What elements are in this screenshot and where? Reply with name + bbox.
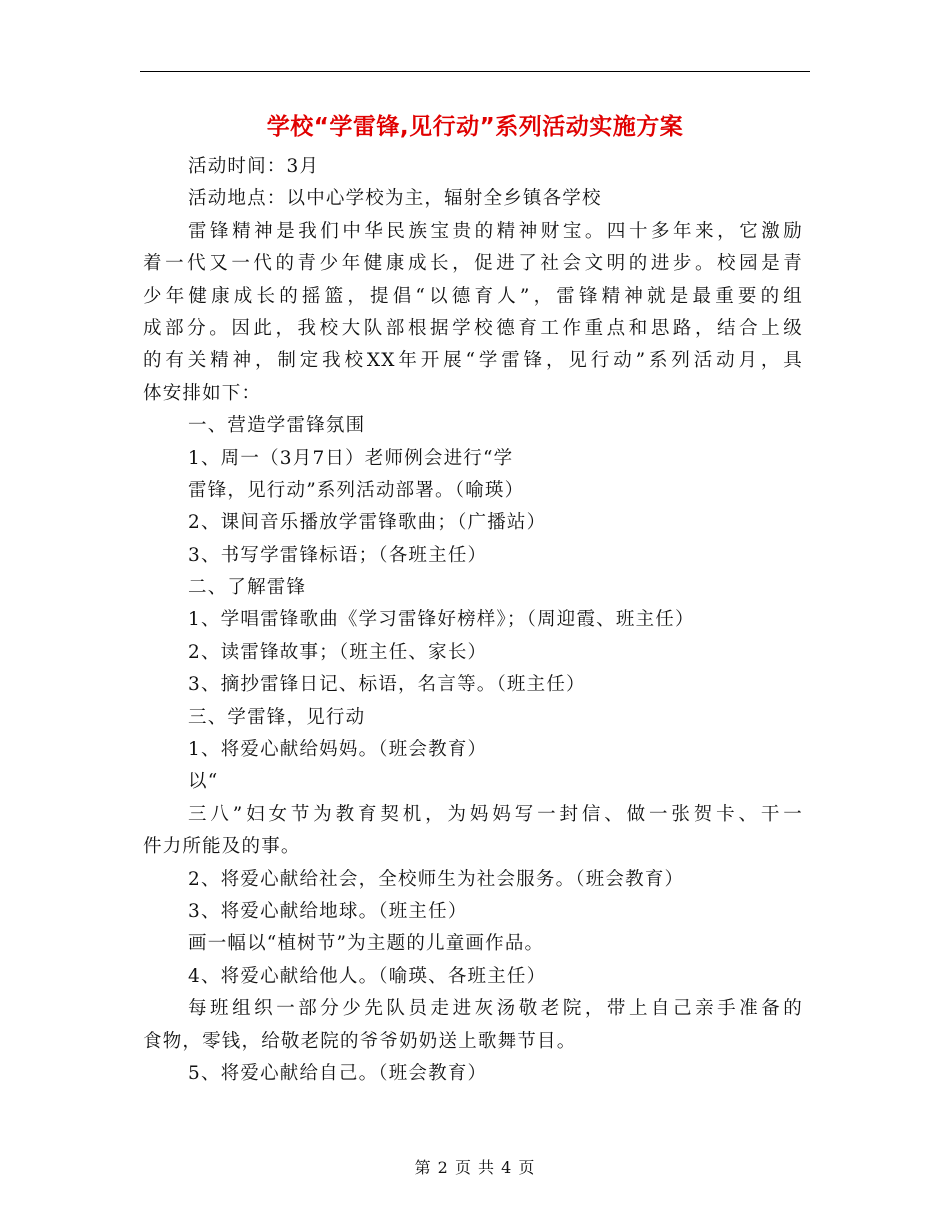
text-line: 1、学唱雷锋歌曲《学习雷锋好榜样》；（周迎霞、班主任） bbox=[188, 609, 695, 631]
document-title: 学校“学雷锋,见行动”系列活动实施方案 bbox=[266, 114, 684, 140]
text-line: 3、书写学雷锋标语；（各班主任） bbox=[188, 544, 488, 566]
text-line: 一、营造学雷锋氛围 bbox=[188, 415, 366, 437]
page-footer: 第 2 页 共 4 页 bbox=[414, 1158, 536, 1177]
text-line: 1、将爱心献给妈妈。（班会教育） bbox=[188, 739, 488, 761]
text-line: 活动地点：以中心学校为主，辐射全乡镇各学校 bbox=[188, 188, 602, 210]
text-line: 2、将爱心献给社会，全校师生为社会服务。（班会教育） bbox=[188, 868, 685, 890]
text-line: 的有关精神，制定我校XX年开展“学雷锋，见行动”系列活动月，具 bbox=[143, 350, 803, 372]
text-line: 画一幅以“植树节”为主题的儿童画作品。 bbox=[188, 933, 545, 955]
text-line: 雷锋精神是我们中华民族宝贵的精神财宝。四十多年来，它激励 bbox=[188, 220, 803, 242]
text-line: 活动时间：3月 bbox=[188, 156, 320, 177]
text-line: 体安排如下： bbox=[143, 382, 262, 404]
header-rule bbox=[140, 71, 810, 72]
text-line: 成部分。因此，我校大队部根据学校德育工作重点和思路，结合上级 bbox=[143, 317, 803, 339]
text-line: 2、读雷锋故事；（班主任、家长） bbox=[188, 641, 488, 663]
text-line: 雷锋，见行动”系列活动部署。（喻瑛） bbox=[188, 479, 525, 501]
text-line: 少年健康成长的摇篮，提倡“以德育人”，雷锋精神就是最重要的组 bbox=[143, 285, 803, 307]
text-line: 食物，零钱，给敬老院的爷爷奶奶送上歌舞节目。 bbox=[143, 1030, 577, 1052]
text-line: 4、将爱心献给他人。（喻瑛、各班主任） bbox=[188, 965, 547, 987]
text-line: 二、了解雷锋 bbox=[188, 577, 307, 599]
text-line: 件力所能及的事。 bbox=[143, 836, 301, 858]
text-line: 每班组织一部分少先队员走进灰汤敬老院，带上自己亲手准备的 bbox=[188, 998, 803, 1020]
text-line: 以“ bbox=[188, 771, 219, 793]
text-line: 3、将爱心献给地球。（班主任） bbox=[188, 900, 468, 922]
text-line: 三、学雷锋，见行动 bbox=[188, 706, 366, 728]
text-line: 5、将爱心献给自己。（班会教育） bbox=[188, 1062, 488, 1084]
text-line: 着一代又一代的青少年健康成长，促进了社会文明的进步。校园是青 bbox=[143, 253, 803, 275]
text-line: 三八”妇女节为教育契机，为妈妈写一封信、做一张贺卡、干一 bbox=[188, 803, 803, 825]
document-body bbox=[143, 151, 803, 1090]
text-line: 2、课间音乐播放学雷锋歌曲；（广播站） bbox=[188, 512, 547, 534]
text-line: 1、周一（3月7日）老师例会进行“学 bbox=[188, 447, 514, 469]
text-line: 3、摘抄雷锋日记、标语，名言等。（班主任） bbox=[188, 674, 586, 696]
